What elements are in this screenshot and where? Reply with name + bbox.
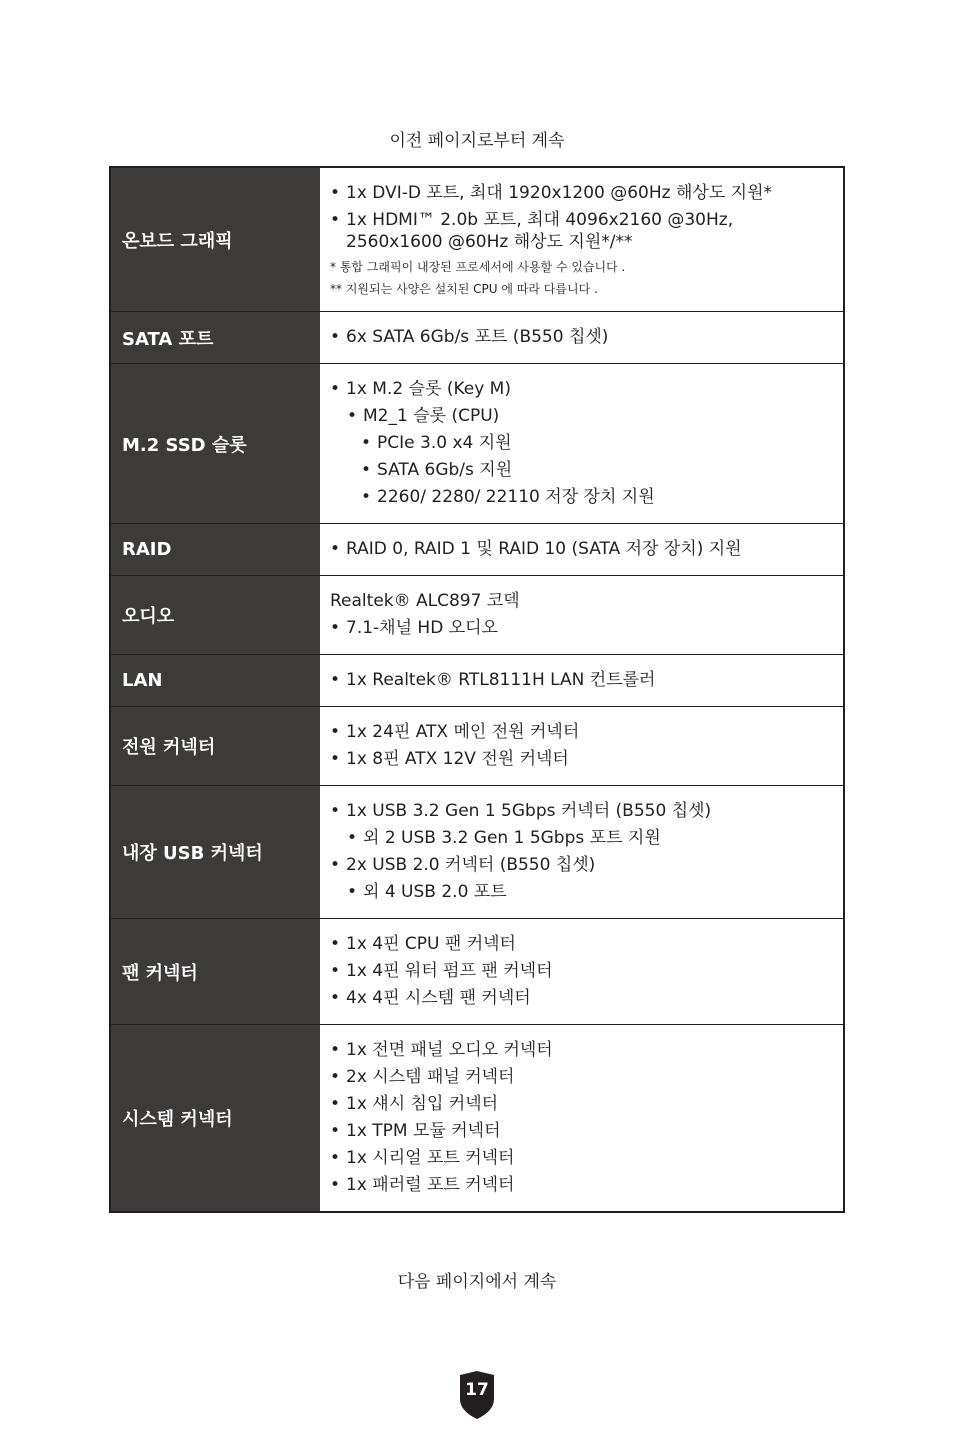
spec-item: [330, 854, 833, 876]
spec-item-text: 1x TPM 모듈 커넥터: [346, 1121, 501, 1141]
spec-content: [320, 786, 844, 919]
spec-item-text: 1x 24핀 ATX 메인 전원 커넥터: [346, 722, 580, 742]
page-number-badge: [457, 1371, 497, 1419]
spec-item-text: RAID 0, RAID 1 및 RAID 10 (SATA 저장 장치) 지원: [346, 539, 742, 559]
bullet-icon: •: [330, 183, 341, 203]
spec-item: [330, 182, 833, 204]
spec-item-text: 1x M.2 슬롯 (Key M): [346, 379, 511, 399]
bullet-icon: •: [361, 433, 372, 453]
spec-item: [330, 1174, 833, 1196]
spec-item-text: M2_1 슬롯 (CPU): [363, 406, 500, 426]
spec-item-text: 1x 섀시 침입 커넥터: [346, 1094, 499, 1114]
spec-row: [110, 919, 844, 1025]
spec-item: [330, 881, 833, 903]
spec-row: [110, 364, 844, 524]
spec-item-text: Realtek® ALC897 코덱: [330, 591, 520, 611]
spec-label: 팬 커넥터: [110, 919, 320, 1025]
bullet-icon: •: [330, 961, 341, 981]
bullet-icon: •: [330, 1175, 341, 1195]
spec-item: [330, 960, 833, 982]
bullet-icon: •: [361, 487, 372, 507]
spec-row: [110, 707, 844, 786]
spec-label: 내장 USB 커넥터: [110, 786, 320, 919]
spec-label: LAN: [110, 655, 320, 707]
spec-item-text: 6x SATA 6Gb/s 포트 (B550 칩셋): [346, 327, 609, 347]
spec-item-text: 2x 시스템 패널 커넥터: [346, 1067, 515, 1087]
spec-item-text: 2x USB 2.0 커넥터 (B550 칩셋): [346, 855, 596, 875]
spec-row: [110, 312, 844, 364]
bullet-icon: •: [330, 670, 341, 690]
spec-item-text: 2260/ 2280/ 22110 저장 장치 지원: [377, 487, 655, 507]
bullet-icon: •: [330, 539, 341, 559]
spec-item: [330, 1120, 833, 1142]
spec-content: [320, 364, 844, 524]
footnote: * 통합 그래픽이 내장된 프로세서에 사용할 수 있습니다 .: [330, 260, 626, 274]
spec-label: SATA 포트: [110, 312, 320, 364]
spec-content: [320, 707, 844, 786]
spec-label: RAID: [110, 524, 320, 576]
spec-row: [110, 167, 844, 312]
bullet-icon: •: [330, 1094, 341, 1114]
bullet-icon: •: [330, 988, 341, 1008]
bullet-icon: •: [347, 882, 358, 902]
spec-item-text: 1x DVI-D 포트, 최대 1920x1200 @60Hz 해상도 지원*: [346, 183, 772, 203]
spec-label: 오디오: [110, 576, 320, 655]
spec-item: [330, 1093, 833, 1115]
spec-item-text: 7.1-채널 HD 오디오: [346, 618, 498, 638]
spec-content: [320, 576, 844, 655]
spec-item: [330, 590, 833, 612]
spec-item-text: PCIe 3.0 x4 지원: [377, 433, 512, 453]
spec-item: [330, 1066, 833, 1088]
bullet-icon: •: [330, 1067, 341, 1087]
continued-from-previous-page: 이전 페이지로부터 계속: [389, 131, 565, 151]
bullet-icon: •: [330, 210, 341, 230]
bullet-icon: •: [330, 1148, 341, 1168]
spec-label: 온보드 그래픽: [110, 167, 320, 312]
spec-item: [330, 405, 833, 427]
spec-item-text: 외 4 USB 2.0 포트: [363, 882, 507, 902]
bullet-icon: •: [330, 722, 341, 742]
spec-item: [330, 1039, 833, 1061]
bullet-icon: •: [330, 379, 341, 399]
spec-item-text: 1x 4핀 워터 펌프 팬 커넥터: [346, 961, 553, 981]
spec-item-text: 1x 4핀 CPU 팬 커넥터: [346, 934, 516, 954]
spec-item: [330, 800, 833, 822]
specifications-table: [109, 166, 845, 1213]
spec-item: [330, 987, 833, 1009]
bullet-icon: •: [361, 460, 372, 480]
spec-item-text: 1x 패러럴 포트 커넥터: [346, 1175, 515, 1195]
bullet-icon: •: [330, 801, 341, 821]
spec-item: [330, 326, 833, 348]
bullet-icon: •: [330, 618, 341, 638]
bullet-icon: •: [347, 828, 358, 848]
spec-item: [330, 486, 833, 508]
spec-content: [320, 524, 844, 576]
spec-item: [330, 721, 833, 743]
spec-item-text: 1x 전면 패널 오디오 커넥터: [346, 1040, 553, 1060]
bullet-icon: •: [330, 749, 341, 769]
spec-item-text: SATA 6Gb/s 지원: [377, 460, 513, 480]
spec-item: [330, 209, 833, 253]
spec-content: [320, 655, 844, 707]
spec-content: [320, 167, 844, 312]
spec-row: [110, 576, 844, 655]
spec-item: [330, 933, 833, 955]
spec-item-text: 1x 8핀 ATX 12V 전원 커넥터: [346, 749, 569, 769]
bullet-icon: •: [330, 934, 341, 954]
spec-item: [330, 432, 833, 454]
spec-item: [330, 378, 833, 400]
spec-item: [330, 669, 833, 691]
spec-label: 시스템 커넥터: [110, 1025, 320, 1213]
spec-item: [330, 617, 833, 639]
spec-item: [330, 459, 833, 481]
spec-item-text: 1x 시리얼 포트 커넥터: [346, 1148, 515, 1168]
spec-item-text: 1x USB 3.2 Gen 1 5Gbps 커넥터 (B550 칩셋): [346, 801, 712, 821]
bullet-icon: •: [330, 1121, 341, 1141]
spec-content: [320, 919, 844, 1025]
spec-content: [320, 312, 844, 364]
spec-item: [330, 748, 833, 770]
spec-row: [110, 786, 844, 919]
continued-on-next-page: 다음 페이지에서 계속: [397, 1272, 557, 1292]
bullet-icon: •: [330, 327, 341, 347]
spec-item: [330, 1147, 833, 1169]
bullet-icon: •: [330, 855, 341, 875]
spec-item: [330, 827, 833, 849]
spec-item-text: 외 2 USB 3.2 Gen 1 5Gbps 포트 지원: [363, 828, 661, 848]
specifications-table-body: [110, 167, 844, 1212]
spec-row: [110, 524, 844, 576]
spec-row: [110, 655, 844, 707]
spec-item-text: 4x 4핀 시스템 팬 커넥터: [346, 988, 531, 1008]
spec-content: [320, 1025, 844, 1213]
bullet-icon: •: [347, 406, 358, 426]
bullet-icon: •: [330, 1040, 341, 1060]
spec-row: [110, 1025, 844, 1213]
spec-item: [330, 538, 833, 560]
spec-label: M.2 SSD 슬롯: [110, 364, 320, 524]
spec-label: 전원 커넥터: [110, 707, 320, 786]
spec-item-text: 1x HDMI™ 2.0b 포트, 최대 4096x2160 @30Hz, 2560x1600 @60Hz 해상도 지원*/**: [346, 210, 734, 252]
page-number: 17: [465, 1380, 489, 1400]
footnote: ** 지원되는 사양은 설치된 CPU 에 따라 다릅니다 .: [330, 282, 598, 296]
spec-item-text: 1x Realtek® RTL8111H LAN 컨트롤러: [346, 670, 656, 690]
